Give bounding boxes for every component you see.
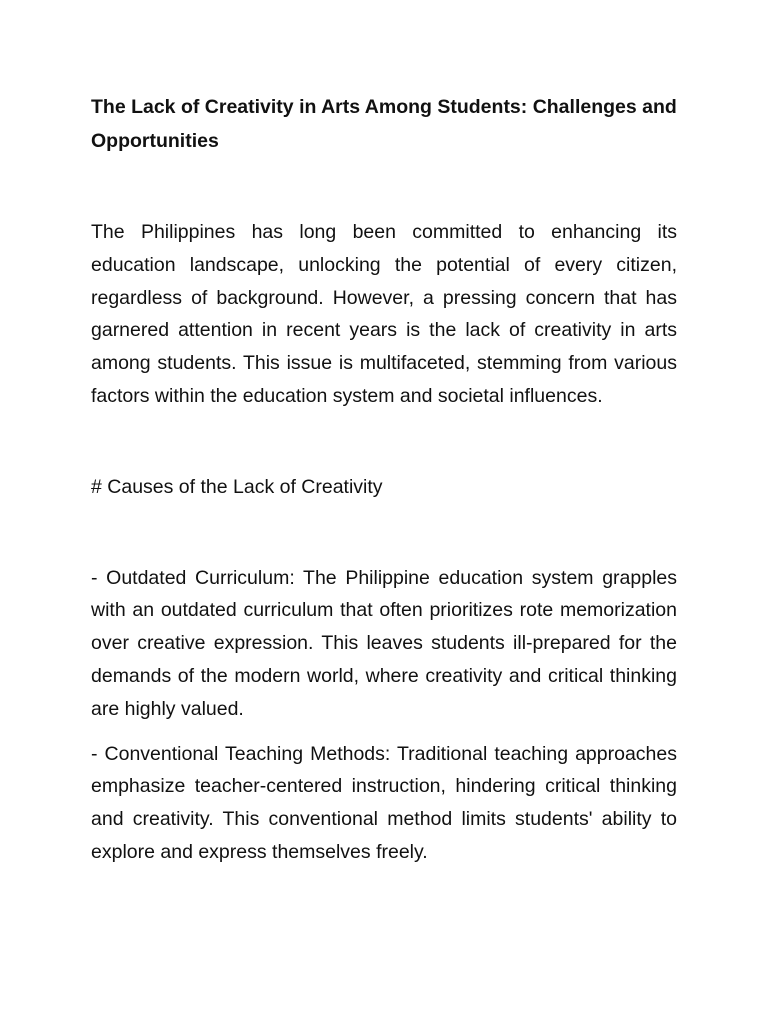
spacer bbox=[91, 726, 677, 738]
spacer bbox=[91, 504, 677, 562]
list-item-conventional-teaching: - Conventional Teaching Methods: Traditional teaching approaches emphasize teacher-centered instruction, hindering critical thinking and creativity. This conventional method limits students' ability to explore and express themselves freely. bbox=[91, 742, 677, 863]
document-body bbox=[91, 90, 677, 869]
spacer bbox=[91, 158, 677, 216]
spacer bbox=[91, 413, 677, 471]
intro-paragraph: The Philippines has long been committed to enhancing its education landscape, unlocking the potential of every citizen, regardless of background. However, a pressing concern that has garnered attention in recent years is the lack of creativity in arts among students. This issue is multifaceted, stemming from various factors within the education system and societal influences. bbox=[91, 221, 677, 407]
list-item-outdated-curriculum: - Outdated Curriculum: The Philippine education system grapples with an outdated curriculum that often prioritizes rote memorization over creative expression. This leaves students ill-prepared for the demands of the modern world, where creativity and critical thinking are highly valued. bbox=[91, 566, 677, 720]
document-title: The Lack of Creativity in Arts Among Students: Challenges and Opportunities bbox=[91, 96, 677, 152]
section-heading: # Causes of the Lack of Creativity bbox=[91, 475, 383, 498]
